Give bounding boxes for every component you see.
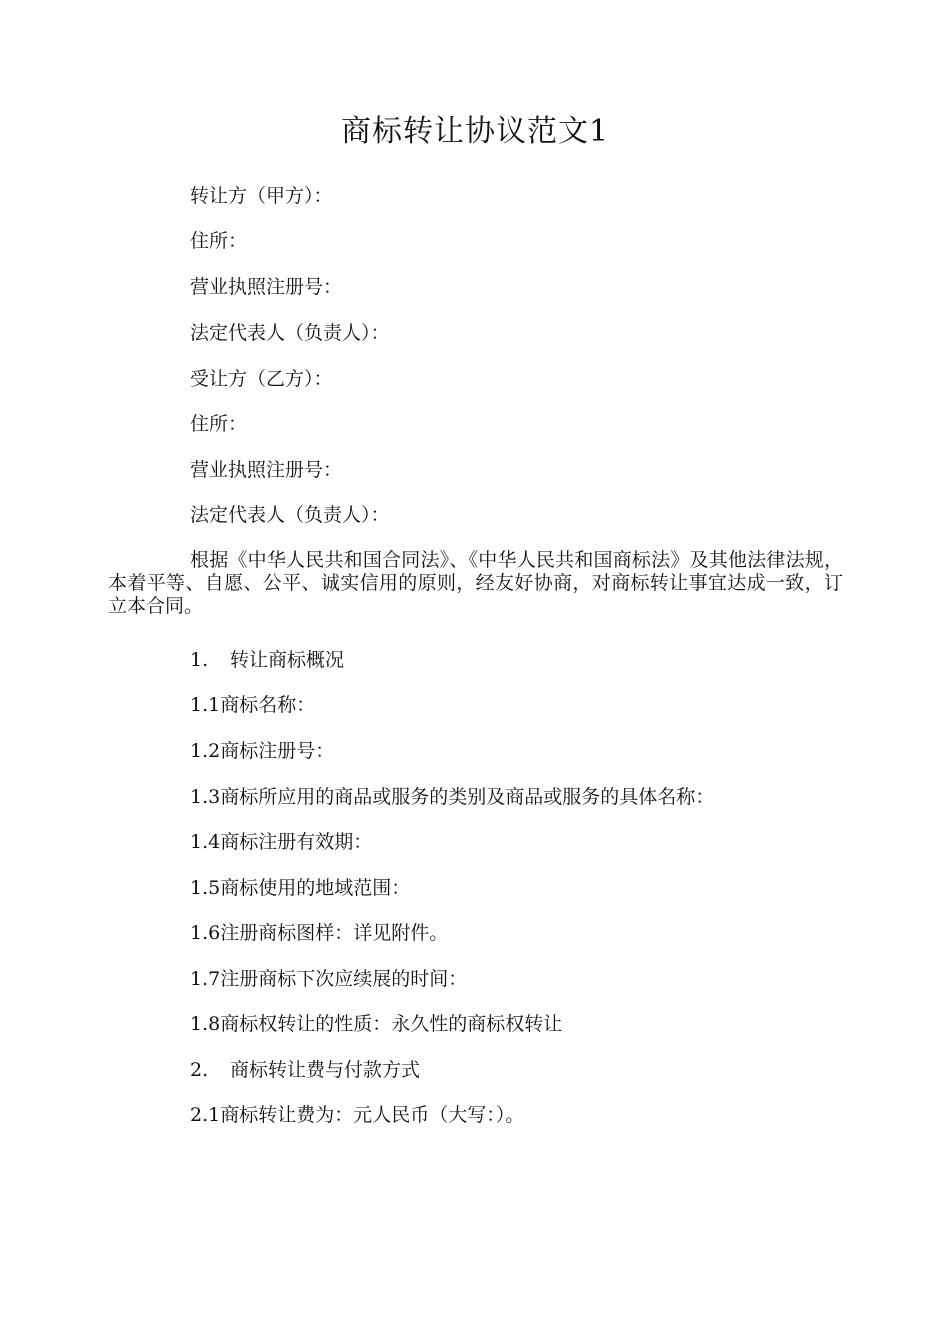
preamble-paragraph: 根据《中华人民共和国合同法》、《中华人民共和国商标法》及其他法律法规，本着平等、自愿、公平、诚实信用的原则，经友好协商，对商标转让事宜达成一致，订立本合同。 — [108, 549, 843, 617]
section-1-item: 1.5商标使用的地域范围： — [190, 877, 411, 899]
section-1-title: 转让商标概况 — [230, 649, 345, 671]
party-b-representative: 法定代表人（负责人）： — [190, 504, 390, 526]
section-2-title: 商标转让费与付款方式 — [230, 1059, 421, 1081]
section-2-heading — [190, 1057, 420, 1083]
section-1-item: 1.4商标注册有效期： — [190, 831, 373, 853]
section-1-item: 1.3商标所应用的商品或服务的类别及商品或服务的具体名称： — [190, 786, 715, 808]
section-1-item: 1.6注册商标图样：详见附件。 — [190, 922, 449, 944]
section-1-item: 1.7注册商标下次应续展的时间： — [190, 968, 468, 990]
party-a-license: 营业执照注册号： — [190, 276, 343, 298]
section-1-number: 1. — [190, 649, 209, 671]
party-b-address: 住所： — [190, 413, 248, 435]
document-title: 商标转让协议范文1 — [340, 114, 610, 149]
section-1-item: 1.1商标名称： — [190, 694, 316, 716]
party-a-label: 转让方（甲方）： — [190, 185, 333, 207]
section-2-number: 2. — [190, 1059, 209, 1081]
section-2-item: 2.1商标转让费为：元人民币（大写：）。 — [190, 1104, 525, 1126]
party-a-representative: 法定代表人（负责人）： — [190, 322, 390, 344]
section-1-item: 1.2商标注册号： — [190, 740, 335, 762]
party-a-address: 住所： — [190, 230, 248, 252]
party-b-license: 营业执照注册号： — [190, 459, 343, 481]
section-1-heading — [190, 647, 344, 673]
section-1-item: 1.8商标权转让的性质：永久性的商标权转让 — [190, 1013, 563, 1035]
party-b-label: 受让方（乙方）： — [190, 368, 333, 390]
